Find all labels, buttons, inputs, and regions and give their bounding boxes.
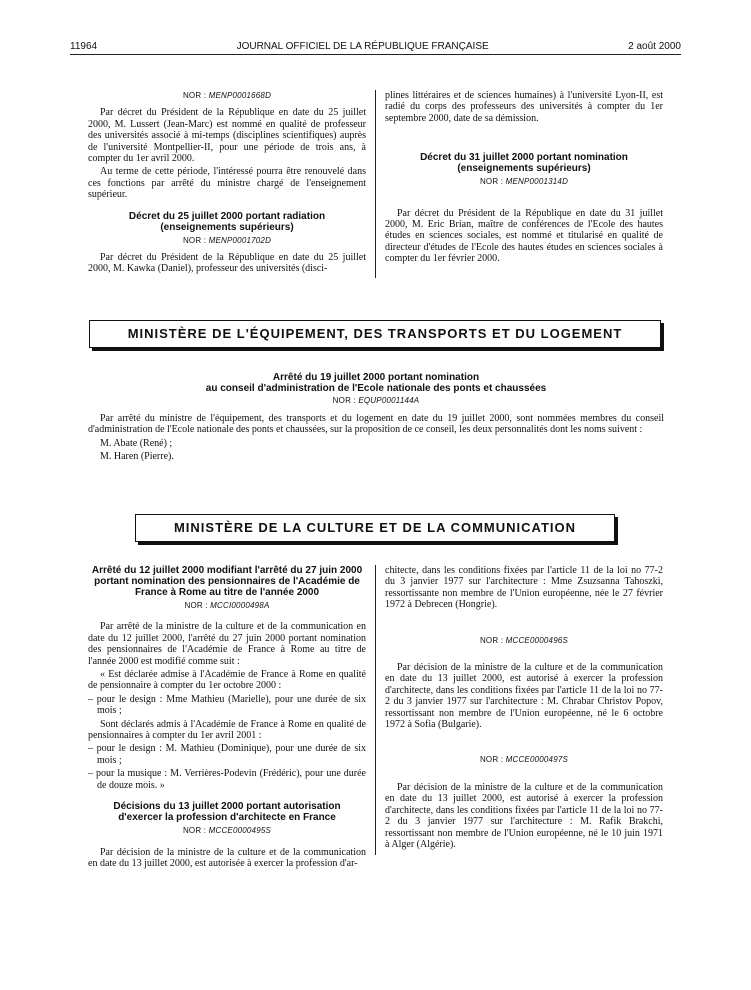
nor-code: MENP0001668D	[208, 91, 272, 100]
nor-reference: NOR : MCCI0000498A	[184, 601, 270, 610]
ministry-banner: MINISTÈRE DE L'ÉQUIPEMENT, DES TRANSPORTS ET DU LOGEMENT	[89, 320, 661, 348]
paragraph: Par décision de la ministre de la culture et de la communication en date du 13 juillet 2000, est autorisé à exercer la profession d'architecte, dans les conditions fixées par l'article 11 de la loi no 77-2 du 3 janvier 1977 sur l'architecture : M. Chrabar Christov Popov, ressortissant non membre de l'Union européenne, né le 6 octobre 1972 à Sofia (Bulgarie).	[385, 662, 663, 731]
paragraph: Par décret du Président de la République en date du 31 juillet 2000, M. Eric Brian, maître de conférences de l'Ecole des hautes études en sciences sociales, est nommé et titularisé en qualité de directeur d'études de l'Ecole des hautes études en sciences sociales à compter du 1er février 2000.	[385, 207, 663, 265]
top-left-column	[88, 90, 366, 277]
bottom-left-column	[88, 565, 366, 871]
nor-reference: NOR : MCCE0000495S	[182, 826, 272, 836]
decision-title: Décisions du 13 juillet 2000 portant autorisation d'exercer la profession d'architecte en France	[113, 801, 341, 824]
issue-date: 2 août 2000	[628, 40, 681, 52]
nor-code: MCCE0000497S	[505, 755, 569, 765]
nor-reference: NOR : MCCE0000497S	[479, 755, 569, 765]
nor-code: MCCE0000496S	[505, 635, 569, 645]
nor-reference: NOR : MENP0001702D	[182, 235, 272, 245]
paragraph: Par arrêté du ministre de l'équipement, des transports et du logement en date du 19 juillet 2000, sont nommées membres du conseil d'administration de l'Ecole nationale des ponts et chaussées, sur la proposition de ce conseil, les deux personnalités dont les noms suivent :	[88, 413, 664, 436]
paragraph: « Est déclarée admise à l'Académie de France à Rome en qualité de pensionnaire à compter du 1er octobre 2000 :	[88, 669, 366, 692]
nor-reference: NOR : EQUP0001144A	[332, 396, 420, 405]
journal-title: JOURNAL OFFICIEL DE LA RÉPUBLIQUE FRANÇAISE	[236, 40, 489, 52]
paragraph: Par arrêté de la ministre de la culture et de la communication en date du 12 juillet 2000, l'arrêté du 27 juin 2000 portant nomination des pensionnaires de l'Académie de France à Rome au titre de l'année 2000 est modifié comme suit :	[88, 621, 366, 667]
nor-code: MENP0001702D	[208, 235, 272, 245]
top-right-column	[385, 90, 663, 267]
paragraph: Sont déclarés admis à l'Académie de France à Rome en qualité de pensionnaires à compter du 1er avril 2001 :	[88, 718, 366, 742]
nor-reference: NOR : MENP0001668D	[182, 91, 272, 100]
decree-title: Arrêté du 12 juillet 2000 modifiant l'arrêté du 27 juin 2000 portant nomination des pensionnaires de l'Académie de France à Rome au titre de l'année 2000	[91, 565, 363, 598]
page-number: 11964	[70, 40, 98, 52]
nor-code: MENP0001314D	[505, 177, 569, 187]
paragraph: Par décret du Président de la République en date du 25 juillet 2000, M. Kawka (Daniel), professeur des universités (disci-	[88, 252, 366, 275]
nor-reference: NOR : MCCE0000496S	[479, 635, 569, 645]
nor-reference: NOR : MENP0001314D	[479, 177, 569, 187]
column-divider	[375, 90, 376, 278]
paragraph: plines littéraires et de sciences humaines) à l'université Lyon-II, est radié du corps des professeurs des universités à compter du 1er septembre 2000, date de sa démission.	[385, 90, 663, 124]
paragraph: Par décision de la ministre de la culture et de la communication en date du 13 juillet 2000, est autorisé à exercer la profession d'architecte, dans les conditions fixées par l'article 11 de la loi no 77-2 du 3 janvier 1977 sur l'architecture : M. Rafik Brakchi, ressortissant non membre de l'Union européenne, né le 10 juin 1971 à Alger (Algérie).	[385, 781, 663, 850]
decree-title: Arrêté du 19 juillet 2000 portant nomination au conseil d'administration de l'Ecole nationale des ponts et chaussées	[205, 372, 547, 394]
nor-code: MCCE0000495S	[208, 826, 272, 836]
paragraph: Par décision de la ministre de la culture et de la communication en date du 13 juillet 2000, est autorisée à exercer la profession d'ar-	[88, 846, 366, 869]
header-rule	[70, 54, 681, 55]
list-item: – pour le design : M. Mathieu (Dominique), pour une durée de six mois ;	[88, 743, 366, 766]
paragraph: Au terme de cette période, l'intéressé pourra être renouvelé dans ces fonctions par arrêté du ministre chargé de l'enseignement supérieur.	[88, 166, 366, 201]
list-item: – pour le design : Mme Mathieu (Marielle), pour une durée de six mois ;	[88, 693, 366, 717]
decree-title: Décret du 25 juillet 2000 portant radiation (enseignements supérieurs)	[128, 210, 326, 233]
bottom-right-column	[385, 565, 663, 852]
ministry1-section	[88, 372, 664, 465]
paragraph: chitecte, dans les conditions fixées par l'article 11 de la loi no 77-2 du 3 janvier 1977 sur l'architecture : Mme Zsuzsanna Tahoszki, ressortissante non membre de l'Union européenne, née le 27 février 1972 à Debrecen (Hongrie).	[385, 565, 663, 611]
list-item: – pour la musique : M. Verrières-Podevin (Frédéric), pour une durée de douze mois. »	[88, 768, 366, 791]
page-header	[70, 38, 681, 54]
nor-code: EQUP0001144A	[358, 396, 420, 405]
column-divider	[375, 565, 376, 855]
appointee-name: M. Haren (Pierre).	[100, 451, 174, 463]
nor-code: MCCI0000498A	[210, 601, 270, 610]
ministry-banner: MINISTÈRE DE LA CULTURE ET DE LA COMMUNICATION	[135, 514, 615, 542]
decree-title: Décret du 31 juillet 2000 portant nomination (enseignements supérieurs)	[420, 152, 628, 175]
appointee-name: M. Abate (René) ;	[100, 437, 173, 449]
paragraph: Par décret du Président de la République en date du 25 juillet 2000, M. Lussert (Jean-Marc) est nommé en qualité de professeur des universités associé à mi-temps (disciplines scientifiques) auprès de l'université Montpellier-II, pour une période de trois ans, à compter du 1er avril 2000.	[88, 107, 366, 165]
